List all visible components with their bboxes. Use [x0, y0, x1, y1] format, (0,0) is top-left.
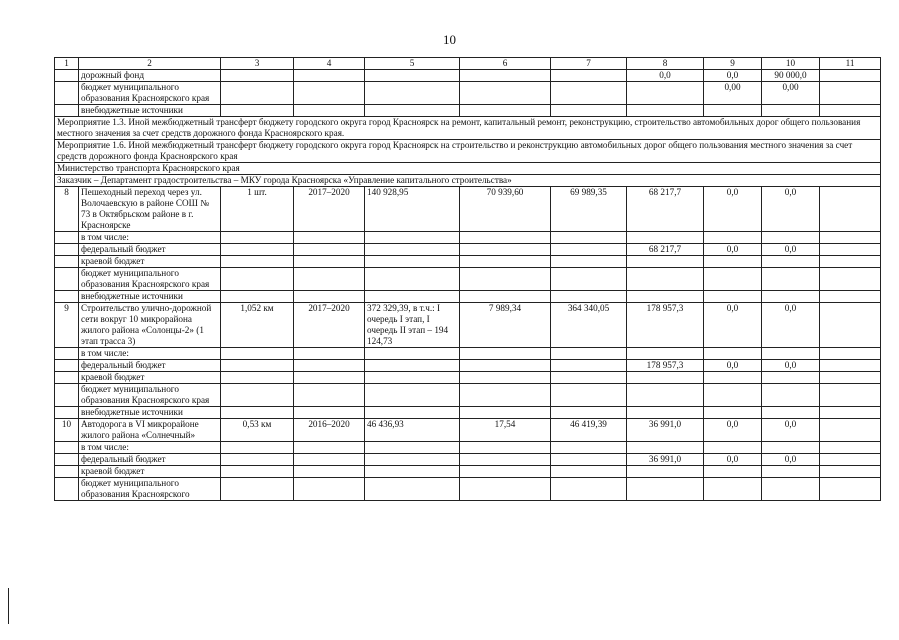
- table-cell: 36 991,0: [627, 454, 704, 466]
- section-heading-row: [55, 163, 881, 175]
- table-cell: [704, 291, 762, 303]
- table-cell: [820, 291, 881, 303]
- table-cell: 69 989,35: [551, 187, 627, 232]
- row-label-cell: краевой бюджет: [79, 372, 221, 384]
- row-label-cell: федеральный бюджет: [79, 454, 221, 466]
- table-cell: [294, 105, 365, 117]
- table-cell: [627, 348, 704, 360]
- table-cell: [221, 372, 294, 384]
- table-cell: [551, 360, 627, 372]
- table-cell: [551, 244, 627, 256]
- column-number-header: 5: [365, 58, 460, 70]
- table-cell: 0,0: [704, 419, 762, 442]
- table-row: [55, 256, 881, 268]
- table-cell: 0,0: [704, 360, 762, 372]
- row-label-cell: внебюджетные источники: [79, 105, 221, 117]
- table-cell: [762, 232, 820, 244]
- table-cell: [820, 105, 881, 117]
- row-number-cell: [55, 466, 79, 478]
- table-cell: [221, 244, 294, 256]
- table-cell: 2016–2020: [294, 419, 365, 442]
- table-cell: [460, 466, 551, 478]
- column-number-header: 1: [55, 58, 79, 70]
- row-label-cell: федеральный бюджет: [79, 360, 221, 372]
- table-cell: [460, 372, 551, 384]
- table-cell: [820, 478, 881, 501]
- row-number-cell: [55, 407, 79, 419]
- table-cell: 1,052 км: [221, 303, 294, 348]
- column-number-header: 6: [460, 58, 551, 70]
- table-cell: [762, 291, 820, 303]
- table-cell: 70 939,60: [460, 187, 551, 232]
- table-cell: [762, 105, 820, 117]
- table-cell: 17,54: [460, 419, 551, 442]
- table-cell: [365, 70, 460, 82]
- table-cell: [365, 454, 460, 466]
- table-row: [55, 232, 881, 244]
- table-cell: [551, 256, 627, 268]
- row-number-cell: [55, 70, 79, 82]
- row-number-cell: [55, 372, 79, 384]
- table-cell: [820, 384, 881, 407]
- table-cell: [551, 105, 627, 117]
- table-cell: [365, 105, 460, 117]
- table-row: [55, 70, 881, 82]
- table-cell: [294, 478, 365, 501]
- table-cell: [762, 466, 820, 478]
- row-number-cell: [55, 291, 79, 303]
- table-cell: 90 000,0: [762, 70, 820, 82]
- section-heading-row: [55, 140, 881, 163]
- table-cell: [365, 372, 460, 384]
- table-cell: [294, 454, 365, 466]
- table-cell: [365, 232, 460, 244]
- table-cell: [221, 454, 294, 466]
- table-cell: [627, 466, 704, 478]
- row-label-cell: бюджет муниципального образования Красноярского края: [79, 268, 221, 291]
- table-cell: [762, 372, 820, 384]
- table-cell: [365, 244, 460, 256]
- column-number-header: 3: [221, 58, 294, 70]
- table-row: [55, 454, 881, 466]
- table-cell: [460, 360, 551, 372]
- section-heading-text: Мероприятие 1.6. Иной межбюджетный трансферт бюджету городского округа город Красноярск на строительство и реконструкцию автомобильных дорог общего пользования местного значения за счет средств дорожного фонда Красноярского края: [55, 140, 881, 163]
- table-cell: [365, 256, 460, 268]
- table-cell: [820, 232, 881, 244]
- table-cell: [627, 407, 704, 419]
- table-cell: [627, 384, 704, 407]
- table-cell: [762, 256, 820, 268]
- table-cell: [365, 348, 460, 360]
- table-row: [55, 384, 881, 407]
- row-number-cell: [55, 360, 79, 372]
- table-cell: [221, 70, 294, 82]
- column-number-header: 4: [294, 58, 365, 70]
- row-number-cell: [55, 384, 79, 407]
- row-number-cell: [55, 454, 79, 466]
- row-number-cell: [55, 232, 79, 244]
- table-row: [55, 348, 881, 360]
- table-cell: [221, 256, 294, 268]
- table-cell: 0,0: [762, 360, 820, 372]
- table-row: [55, 303, 881, 348]
- table-cell: [704, 105, 762, 117]
- table-cell: 0,0: [762, 454, 820, 466]
- table-cell: [820, 454, 881, 466]
- table-cell: [704, 466, 762, 478]
- table-cell: [762, 442, 820, 454]
- table-row: [55, 268, 881, 291]
- column-number-header: 11: [820, 58, 881, 70]
- table-cell: 0,0: [627, 70, 704, 82]
- table-cell: [460, 70, 551, 82]
- table-cell: [627, 105, 704, 117]
- table-cell: [551, 70, 627, 82]
- table-cell: [627, 268, 704, 291]
- row-label-cell: бюджет муниципального образования Красноярского: [79, 478, 221, 501]
- table-cell: [551, 407, 627, 419]
- table-cell: 140 928,95: [365, 187, 460, 232]
- section-heading-text: Мероприятие 1.3. Иной межбюджетный трансферт бюджету городского округа город Красноярск на ремонт, капитальный ремонт, реконструкцию, строительство автомобильных дорог общего пользования местного значения за счет средств дорожного фонда Красноярского края.: [55, 117, 881, 140]
- table-cell: [820, 360, 881, 372]
- section-heading-text: Заказчик – Департамент градостроительства – МКУ города Красноярска «Управление капитального строительства»: [55, 175, 881, 187]
- table-cell: [820, 419, 881, 442]
- section-heading-row: [55, 175, 881, 187]
- table-cell: [551, 268, 627, 291]
- table-cell: [460, 348, 551, 360]
- table-cell: [294, 442, 365, 454]
- row-label-cell: внебюджетные источники: [79, 291, 221, 303]
- table-cell: [551, 454, 627, 466]
- row-number-cell: 10: [55, 419, 79, 442]
- row-label-cell: дорожный фонд: [79, 70, 221, 82]
- table-row: [55, 82, 881, 105]
- table-cell: [460, 407, 551, 419]
- table-cell: [551, 232, 627, 244]
- table-cell: [762, 348, 820, 360]
- table-cell: [294, 268, 365, 291]
- table-cell: [294, 384, 365, 407]
- table-cell: 0,0: [704, 303, 762, 348]
- column-number-header: 2: [79, 58, 221, 70]
- table-cell: [762, 478, 820, 501]
- table-cell: [221, 466, 294, 478]
- table-cell: 0,0: [762, 303, 820, 348]
- table-cell: [294, 348, 365, 360]
- table-cell: [627, 82, 704, 105]
- table-cell: [221, 478, 294, 501]
- table-cell: [294, 256, 365, 268]
- table-cell: [460, 105, 551, 117]
- table-cell: [551, 384, 627, 407]
- row-label-cell: внебюджетные источники: [79, 407, 221, 419]
- table-cell: [460, 478, 551, 501]
- table-cell: [294, 232, 365, 244]
- table-cell: [820, 268, 881, 291]
- table-row: [55, 187, 881, 232]
- table-cell: [460, 268, 551, 291]
- table-cell: [820, 244, 881, 256]
- table-cell: [627, 232, 704, 244]
- scan-margin-line: [8, 588, 9, 624]
- table-cell: [221, 82, 294, 105]
- table-cell: 0,53 км: [221, 419, 294, 442]
- table-cell: [294, 466, 365, 478]
- table-cell: [294, 407, 365, 419]
- table-cell: [294, 372, 365, 384]
- row-label-cell: краевой бюджет: [79, 256, 221, 268]
- table-cell: [294, 70, 365, 82]
- table-cell: [762, 268, 820, 291]
- table-cell: 0,00: [704, 82, 762, 105]
- row-label-cell: федеральный бюджет: [79, 244, 221, 256]
- table-cell: 0,0: [762, 244, 820, 256]
- table-cell: [704, 372, 762, 384]
- table-cell: [365, 360, 460, 372]
- table-cell: [551, 291, 627, 303]
- table-cell: [704, 348, 762, 360]
- table-cell: 36 991,0: [627, 419, 704, 442]
- table-cell: [221, 348, 294, 360]
- row-number-cell: [55, 244, 79, 256]
- column-number-header: 10: [762, 58, 820, 70]
- column-number-header: 8: [627, 58, 704, 70]
- table-cell: [551, 442, 627, 454]
- table-cell: [365, 442, 460, 454]
- table-cell: [221, 360, 294, 372]
- row-label-cell: Строительство улично-дорожной сети вокруг 10 микрорайона жилого района «Солонцы-2» (1 этап трасса 3): [79, 303, 221, 348]
- table-cell: 364 340,05: [551, 303, 627, 348]
- section-heading-row: [55, 117, 881, 140]
- table-cell: [704, 268, 762, 291]
- table-cell: [704, 478, 762, 501]
- table-cell: 2017–2020: [294, 187, 365, 232]
- table-cell: [627, 291, 704, 303]
- budget-table: [54, 57, 881, 501]
- column-number-header: 7: [551, 58, 627, 70]
- row-number-cell: [55, 82, 79, 105]
- table-row: [55, 372, 881, 384]
- table-cell: 0,0: [704, 70, 762, 82]
- table-cell: [820, 348, 881, 360]
- table-cell: [460, 384, 551, 407]
- table-cell: [460, 454, 551, 466]
- row-label-cell: бюджет муниципального образования Красноярского края: [79, 384, 221, 407]
- table-cell: [365, 268, 460, 291]
- row-number-cell: [55, 478, 79, 501]
- table-cell: [460, 82, 551, 105]
- row-number-cell: [55, 256, 79, 268]
- table-cell: [294, 244, 365, 256]
- table-row: [55, 360, 881, 372]
- table-row: [55, 244, 881, 256]
- table-cell: [820, 82, 881, 105]
- row-label-cell: Автодорога в VI микрорайоне жилого района «Солнечный»: [79, 419, 221, 442]
- row-number-cell: [55, 268, 79, 291]
- table-cell: 178 957,3: [627, 360, 704, 372]
- table-row: [55, 407, 881, 419]
- table-cell: [460, 442, 551, 454]
- section-heading-text: Министерство транспорта Красноярского края: [55, 163, 881, 175]
- table-cell: [762, 384, 820, 407]
- table-cell: [551, 82, 627, 105]
- table-cell: [820, 372, 881, 384]
- table-row: [55, 466, 881, 478]
- table-cell: [820, 256, 881, 268]
- table-cell: 372 329,39, в т.ч.: I очередь I этап, I очередь II этап – 194 124,73: [365, 303, 460, 348]
- table-row: [55, 478, 881, 501]
- table-cell: 0,0: [704, 187, 762, 232]
- table-cell: [365, 291, 460, 303]
- table-cell: [627, 372, 704, 384]
- table-cell: [762, 407, 820, 419]
- table-row: [55, 105, 881, 117]
- row-label-cell: в том числе:: [79, 442, 221, 454]
- table-cell: [460, 244, 551, 256]
- table-cell: [820, 407, 881, 419]
- row-label-cell: в том числе:: [79, 232, 221, 244]
- row-label-cell: Пешеходный переход через ул. Волочаевскую в районе СОШ № 73 в Октябрьском районе в г. Красноярске: [79, 187, 221, 232]
- table-cell: [820, 187, 881, 232]
- table-cell: [221, 291, 294, 303]
- table-cell: 46 436,93: [365, 419, 460, 442]
- table-cell: [221, 232, 294, 244]
- row-number-cell: [55, 442, 79, 454]
- table-cell: [820, 70, 881, 82]
- table-cell: [627, 442, 704, 454]
- table-cell: [221, 268, 294, 291]
- page-number: 10: [443, 32, 456, 47]
- table-cell: [820, 442, 881, 454]
- table-cell: 0,0: [762, 419, 820, 442]
- table-header-row: [55, 58, 881, 70]
- table-cell: [221, 105, 294, 117]
- column-number-header: 9: [704, 58, 762, 70]
- table-cell: [294, 291, 365, 303]
- table-cell: [221, 384, 294, 407]
- table-cell: [221, 442, 294, 454]
- table-cell: 0,0: [704, 454, 762, 466]
- table-cell: [460, 256, 551, 268]
- table-cell: [551, 478, 627, 501]
- table-cell: [365, 82, 460, 105]
- table-row: [55, 291, 881, 303]
- table-cell: 68 217,7: [627, 244, 704, 256]
- table-cell: [460, 291, 551, 303]
- row-label-cell: в том числе:: [79, 348, 221, 360]
- table-row: [55, 419, 881, 442]
- table-cell: 2017–2020: [294, 303, 365, 348]
- table-cell: [704, 232, 762, 244]
- table-cell: [704, 442, 762, 454]
- table-cell: 46 419,39: [551, 419, 627, 442]
- table-cell: 0,00: [762, 82, 820, 105]
- table-cell: 68 217,7: [627, 187, 704, 232]
- table-cell: 7 989,34: [460, 303, 551, 348]
- table-cell: [365, 478, 460, 501]
- table-cell: [551, 372, 627, 384]
- table-cell: [460, 232, 551, 244]
- row-number-cell: 9: [55, 303, 79, 348]
- table-row: [55, 442, 881, 454]
- table-cell: [820, 303, 881, 348]
- table-cell: [365, 407, 460, 419]
- table-cell: [551, 466, 627, 478]
- row-number-cell: [55, 348, 79, 360]
- table-cell: [365, 466, 460, 478]
- table-cell: [221, 407, 294, 419]
- table-cell: [704, 384, 762, 407]
- table-cell: [551, 348, 627, 360]
- table-cell: [627, 478, 704, 501]
- row-label-cell: бюджет муниципального образования Красноярского края: [79, 82, 221, 105]
- row-number-cell: [55, 105, 79, 117]
- table-cell: 1 шт.: [221, 187, 294, 232]
- table-cell: [294, 360, 365, 372]
- table-cell: [365, 384, 460, 407]
- table-cell: [704, 407, 762, 419]
- table-cell: 178 957,3: [627, 303, 704, 348]
- table-cell: 0,0: [704, 244, 762, 256]
- table-cell: [704, 256, 762, 268]
- table-cell: [294, 82, 365, 105]
- table-cell: 0,0: [762, 187, 820, 232]
- table-cell: [627, 256, 704, 268]
- row-label-cell: краевой бюджет: [79, 466, 221, 478]
- table-cell: [820, 466, 881, 478]
- row-number-cell: 8: [55, 187, 79, 232]
